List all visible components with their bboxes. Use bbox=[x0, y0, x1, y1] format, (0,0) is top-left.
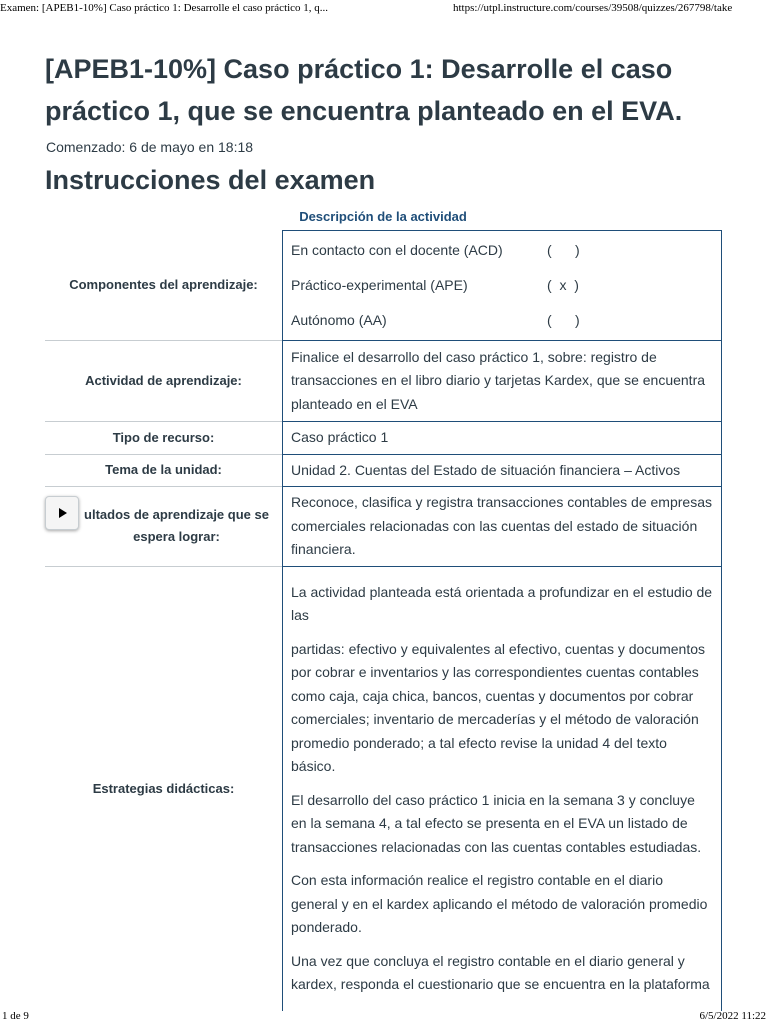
instructions-heading: Instrucciones del examen bbox=[45, 165, 376, 195]
strategy-paragraph: La actividad planteada está orientada a profundizar en el estudio de las bbox=[291, 583, 713, 623]
table-row bbox=[45, 487, 722, 567]
started-timestamp: Comenzado: 6 de mayo en 18:18 bbox=[46, 139, 254, 155]
print-header-url: https://utpl.instructure.com/courses/39508/quizzes/267798/take bbox=[453, 2, 733, 14]
play-button[interactable] bbox=[45, 496, 79, 530]
unit-topic-value: Unidad 2. Cuentas del Estado de situación financiera – Activos bbox=[283, 454, 722, 487]
component-item bbox=[291, 268, 713, 303]
page-counter: 1 de 9 bbox=[2, 1010, 29, 1022]
table-row bbox=[45, 566, 722, 1011]
strategy-paragraph: Con esta información realice el registro contable en el diario general y en el kardex aplicando el método de valoración promedio ponderado. bbox=[291, 872, 708, 935]
strategy-paragraph: Una vez que concluya el registro contable en el diario general y kardex, responda el cuestionario que se encuentra en la plataforma bbox=[291, 952, 710, 992]
activity-label: Actividad de aprendizaje: bbox=[45, 341, 283, 422]
strategies-value bbox=[283, 566, 722, 1011]
strategies-label: Estrategias didácticas: bbox=[45, 566, 283, 1011]
quiz-title: [APEB1-10%] Caso práctico 1: Desarrolle el caso práctico 1, que se encuentra planteado en el EVA. bbox=[45, 54, 683, 126]
play-icon bbox=[59, 508, 67, 518]
components-value bbox=[283, 231, 722, 341]
print-datetime: 6/5/2022 11:22 bbox=[699, 1010, 766, 1022]
component-item bbox=[291, 233, 713, 268]
learning-results-label: ultados de aprendizaje que se espera lograr: bbox=[45, 487, 283, 567]
table-row bbox=[45, 341, 722, 422]
table-row bbox=[45, 454, 722, 487]
resource-type-value: Caso práctico 1 bbox=[283, 422, 722, 455]
component-item bbox=[291, 303, 713, 338]
component-name: Autónomo (AA) bbox=[291, 311, 387, 328]
activity-value: Finalice el desarrollo del caso práctico 1, sobre: registro de transacciones en el libro diario y tarjetas Kardex, que se encuentra planteado en el EVA bbox=[283, 341, 722, 422]
learning-results-value: Reconoce, clasifica y registra transacciones contables de empresas comerciales relacionadas con las cuentas del estado de situación financiera. bbox=[283, 487, 722, 567]
component-mark: ( ) bbox=[547, 311, 580, 328]
strategy-paragraph: partidas: efectivo y equivalentes al efectivo, cuentas y documentos por cobrar e inventarios y las correspondientes cuentas contables como caja, caja chica, bancos, cuentas y documentos por cobrar comerciales; inventario de mercaderías y el método de valoración promedio ponderado; a tal efecto revise la unidad 4 del texto básico. bbox=[291, 640, 706, 774]
print-footer bbox=[0, 1010, 768, 1024]
component-mark: ( x ) bbox=[547, 276, 579, 293]
table-row bbox=[45, 422, 722, 455]
component-name: Práctico-experimental (APE) bbox=[291, 276, 468, 293]
activity-table bbox=[45, 230, 722, 1011]
strategy-paragraph: El desarrollo del caso práctico 1 inicia en la semana 3 y concluye en la semana 4, a tal efecto se presenta en el EVA un listado de transacciones relacionadas con las cuentas contables estudiadas. bbox=[291, 791, 702, 855]
print-header-title: Examen: [APEB1-10%] Caso práctico 1: Desarrolle el caso práctico 1, q... bbox=[0, 2, 329, 14]
print-header bbox=[0, 2, 768, 16]
components-label: Componentes del aprendizaje: bbox=[69, 277, 258, 293]
table-row bbox=[45, 231, 722, 341]
unit-topic-label: Tema de la unidad: bbox=[45, 454, 283, 487]
activity-description-caption: Descripción de la actividad bbox=[299, 209, 467, 224]
resource-type-label: Tipo de recurso: bbox=[45, 422, 283, 455]
component-name: En contacto con el docente (ACD) bbox=[291, 241, 503, 258]
component-mark: ( ) bbox=[547, 241, 580, 258]
